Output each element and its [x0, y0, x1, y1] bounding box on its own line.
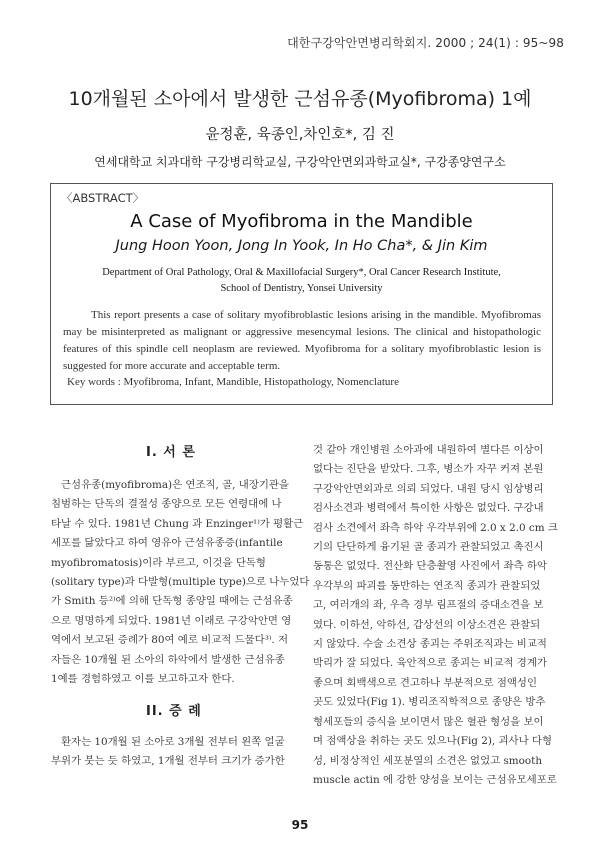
text-line: 환자는 10개월 된 소아로 3개월 전부터 왼쪽 얼굴	[61, 736, 285, 748]
journal-header: 대한구강악안면병리학회지. 2000 ; 24(1) : 95~98	[287, 36, 564, 50]
case-report-text	[51, 733, 293, 772]
text-line: 형세포들의 증식을 보이면서 많은 혈관 형성을 보이	[313, 715, 544, 728]
text-line: 구강악안면외과로 의뢰 되었다. 내원 당시 임상병리	[313, 482, 544, 495]
text-line: 지 않았다. 수술 소견상 종괴는 주위조직과는 비교적	[313, 638, 547, 651]
text-line: 근섬유종(myofibroma)은 연조직, 골, 내장기관을	[61, 479, 289, 491]
text-line: 였다. 이하선, 악하선, 갑상선의 이상소견은 관찰되	[313, 618, 541, 631]
abstract-box	[50, 183, 553, 405]
text-line: 검사소견과 병력에서 특이한 사항은 없었다. 구강내	[313, 502, 544, 515]
text-line: 가 Smith 등²⁾에 의해 단독형 종양일 때에는 근섬유종	[51, 595, 293, 608]
text-line: 검사 소견에서 좌측 하악 우각부위에 2.0 x 2.0 cm 크	[313, 521, 558, 534]
text-line: 박리가 잘 되었다. 육안적으로 종괴는 비교적 경계가	[313, 657, 547, 670]
text-line: 동통은 없었다. 전산화 단층촬영 사진에서 좌측 하악	[313, 560, 547, 573]
text-line: 침범하는 단독의 결절성 종양으로 모든 연령대에 나	[51, 498, 282, 511]
text-line: 부위가 붓는 듯 하였고, 1개월 전부터 크기가 증가한	[51, 755, 285, 768]
abstract-label: 〈ABSTRACT〉	[61, 191, 145, 205]
text-line: myofibromatosis)이라 부르고, 이것을 단독형	[51, 556, 266, 569]
korean-affiliation: 연세대학교 치과대학 구강병리학교실, 구강악안면외과학교실*, 구강종양연구소	[94, 155, 506, 169]
text-line: 성, 비정상적인 세포분열의 소견은 없었고 smooth	[313, 754, 543, 767]
english-affiliation-line2: School of Dentistry, Yonsei University	[220, 283, 383, 294]
abstract-body: This report presents a case of solitary myofibroblastic lesions arising in the mandible. Myofibromas may be misinterpreted as malignant or aggressive mesencymal lesions. The clinical and histopathologic features of this spindle cell neoplasm are reviewed. Myofibroma for a solitary myofibroblastic lesion is suggested for more accurate and acceptable term.	[63, 309, 541, 372]
text-line: 고, 여러개의 좌, 우측 경부 림프절의 증대소견을 보	[313, 599, 544, 612]
text-line: (solitary type)과 다발형(multiple type)으로 나누었다	[51, 576, 310, 589]
text-line: 며 점액상을 취하는 곳도 있으나(Fig 2), 괴사나 다형	[313, 735, 552, 748]
text-line: muscle actin 에 강한 양성을 보이는 근섬유모세포로	[313, 773, 557, 786]
page-number: 95	[291, 818, 309, 832]
section-heading-case-report: II. 증 례	[146, 704, 202, 719]
text-line: 1예를 경험하였고 이를 보고하고자 한다.	[51, 673, 235, 686]
text-line: 으로 명명하게 되었다. 1981년 이래로 구강악안면 영	[51, 614, 292, 627]
text-line: 자들은 10개월 된 소아의 하악에서 발생한 근섬유종	[51, 653, 285, 666]
text-line: 타날 수 있다. 1981년 Chung 과 Enzinger¹⁾가 평활근	[51, 517, 304, 530]
right-column-text	[313, 441, 556, 790]
text-line: 좋으며 회백색으로 견고하나 부분적으로 점액성인	[313, 676, 537, 689]
korean-authors: 윤정훈, 육종인,차인호*, 김 진	[205, 127, 395, 143]
text-line: 없다는 진단을 받았다. 그후, 병소가 자꾸 커져 본원	[313, 463, 544, 476]
text-line: 역에서 보고된 증례가 80여 예로 비교적 드물다³⁾. 저	[51, 634, 289, 647]
english-authors: Jung Hoon Yoon, Jong In Yook, In Ho Cha*, & Jin Kim	[115, 238, 488, 254]
english-title: A Case of Myofibroma in the Mandible	[130, 211, 473, 232]
section-heading-introduction: I. 서 론	[146, 445, 196, 460]
text-line: 곳도 있었다(Fig 1). 병리조직학적으로 종양은 방추	[313, 696, 546, 709]
introduction-text	[51, 476, 310, 689]
text-line: 우각부의 파괴를 동반하는 연조직 종괴가 관찰되었	[313, 579, 541, 592]
keywords: Key words : Myofibroma, Infant, Mandible, Histopathology, Nomenclature	[67, 376, 399, 388]
english-affiliation-line1: Department of Oral Pathology, Oral & Maxillofacial Surgery*, Oral Cancer Research Institute,	[102, 267, 501, 278]
text-line: 것 같아 개인병원 소아과에 내원하여 별다른 이상이	[313, 444, 544, 456]
text-line: 기의 단단하게 융기된 골 종괴가 관찰되었고 촉진시	[313, 541, 544, 554]
text-line: 세포를 닮았다고 하여 영유아 근섬유종증(infantile	[51, 537, 283, 550]
korean-title: 10개월된 소아에서 발생한 근섬유종(Myofibroma) 1예	[68, 88, 532, 110]
